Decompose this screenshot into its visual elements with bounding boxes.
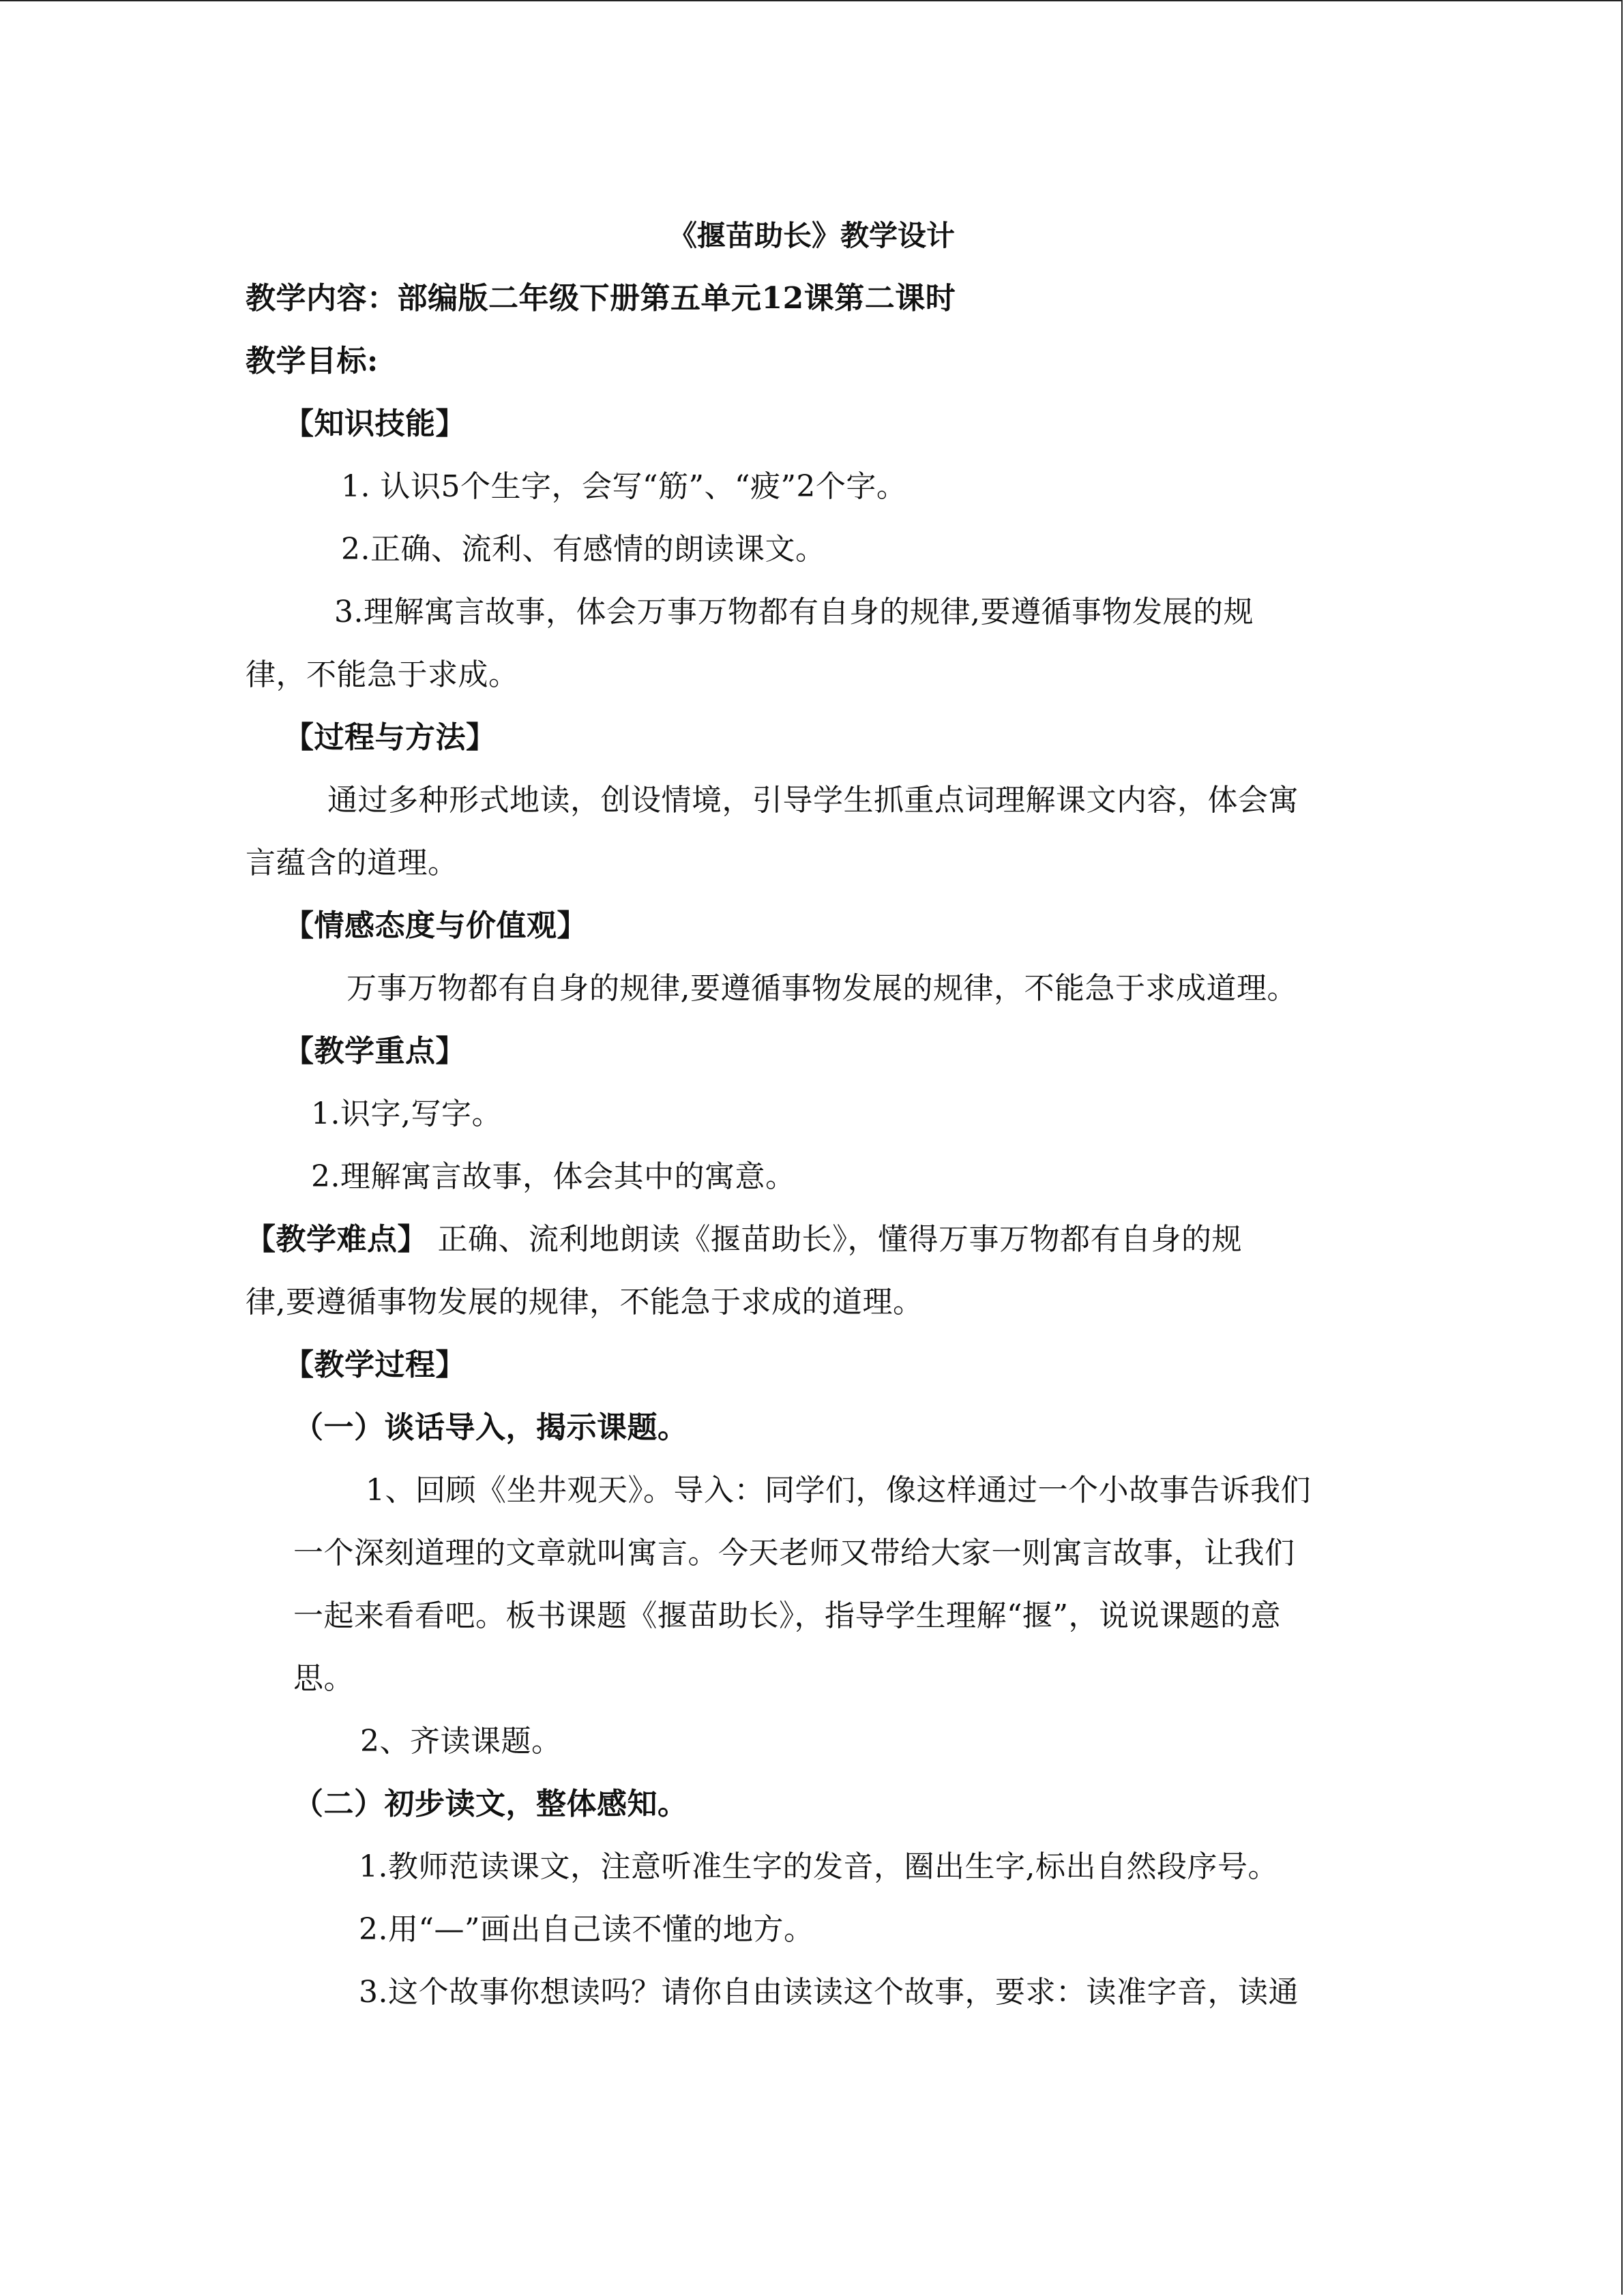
section-1-paragraph-1-line-4: 思。 [293, 1661, 354, 1696]
key-points-heading: 【教学重点】 [284, 1034, 466, 1069]
section-2-item-3-line-1: 3.这个故事你想读吗？请你自由读读这个故事，要求：读准字音，读通 [359, 1975, 1299, 2010]
section-1-paragraph-1-line-1: 1、回顾《坐井观天》。导入：同学们，像这样通过一个小故事告诉我们 [366, 1473, 1311, 1508]
knowledge-skills-heading: 【知识技能】 [284, 406, 466, 441]
section-1-paragraph-2: 2、齐读课题。 [360, 1724, 562, 1759]
difficulty-line-2: 律,要遵循事物发展的规律，不能急于求成的道理。 [246, 1285, 924, 1320]
difficulty-line-1 [246, 1208, 1242, 1271]
section-1-paragraph-1-line-3: 一起来看看吧。板书课题《揠苗助长》，指导学生理解“揠”，说说课题的意 [293, 1598, 1281, 1633]
objectives-heading: 教学目标: [246, 344, 379, 378]
emotion-values-line-1: 万事万物都有自身的规律,要遵循事物发展的规律，不能急于求成道理。 [346, 971, 1297, 1006]
section-1-heading: （一）谈话导入，揭示课题。 [293, 1410, 688, 1445]
knowledge-item-1: 1. 认识5个生字，会写“筋”、“疲”2个字。 [341, 469, 907, 504]
knowledge-item-3-line-2: 律，不能急于求成。 [246, 657, 519, 692]
knowledge-item-2: 2.正确、流利、有感情的朗读课文。 [341, 532, 826, 567]
section-2-item-1: 1.教师范读课文，注意听准生字的发音，圈出生字,标出自然段序号。 [359, 1849, 1278, 1884]
teaching-content-line: 教学内容：部编版二年级下册第五单元12课第二课时 [246, 281, 956, 316]
teaching-process-heading: 【教学过程】 [284, 1347, 466, 1382]
difficulty-heading: 【教学难点】 [246, 1222, 428, 1257]
section-1-paragraph-1-line-2: 一个深刻道理的文章就叫寓言。今天老师又带给大家一则寓言故事，让我们 [293, 1536, 1295, 1570]
process-method-heading: 【过程与方法】 [284, 720, 497, 755]
process-method-line-1: 通过多种形式地读，创设情境，引导学生抓重点词理解课文内容，体会寓 [327, 783, 1299, 818]
document-title: 《揠苗助长》教学设计 [668, 219, 955, 252]
key-points-item-1: 1.识字,写字。 [311, 1097, 502, 1131]
knowledge-item-3-line-1: 3.理解寓言故事，体会万事万物都有自身的规律,要遵循事物发展的规 [334, 595, 1254, 629]
section-2-item-2: 2.用“—”画出自己读不懂的地方。 [359, 1912, 814, 1947]
emotion-values-heading: 【情感态度与价值观】 [284, 908, 587, 943]
process-method-line-2: 言蕴含的道理。 [246, 846, 458, 880]
key-points-item-2: 2.理解寓言故事，体会其中的寓意。 [311, 1159, 796, 1194]
section-2-heading: （二）初步读文，整体感知。 [293, 1787, 688, 1821]
difficulty-line-1-text: 正确、流利地朗读《揠苗助长》，懂得万事万物都有自身的规 [428, 1222, 1242, 1257]
